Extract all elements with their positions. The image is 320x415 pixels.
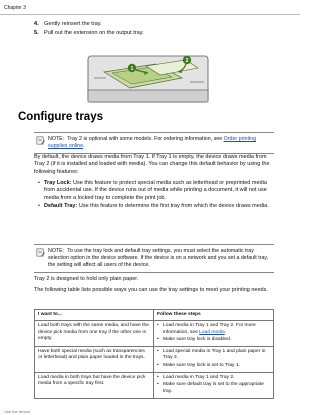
step-number: 5.	[34, 30, 39, 36]
feature-term: Default Tray:	[44, 203, 78, 209]
table-cell: Load both trays with the same media, and have the device pick media from one tray if the other one is empty.	[35, 321, 154, 347]
list-item: • Load special media in Tray 1 and plain paper in Tray 2.	[157, 349, 270, 362]
note-text: Tray 2 is optional with some models. For ordering information, see	[67, 136, 223, 142]
table-row	[35, 373, 274, 399]
list-item: • Default Tray: Use this feature to determine the first tray from which the device draws media.	[38, 203, 269, 209]
note-icon	[36, 136, 45, 145]
printer-tray-illustration	[86, 42, 210, 106]
table-intro-paragraph: The following table lists possible ways you can use the tray settings to meet your printing needs.	[34, 287, 268, 293]
table-cell	[154, 347, 274, 373]
step-number: 4.	[34, 21, 39, 27]
note-box	[34, 244, 274, 273]
steps-list	[34, 20, 274, 38]
table-cell: Load media in both trays but have the device pick media from a specific tray first.	[35, 373, 154, 399]
list-item: • Make sure default tray is set to the appropriate tray.	[157, 382, 270, 395]
list-item: • Load media in Tray 1 and Tray 2. For more information, see Load media.	[157, 323, 270, 336]
table-header-row	[35, 310, 274, 321]
step-item	[34, 29, 274, 38]
column-header: I want to...	[35, 310, 154, 321]
table-row	[35, 321, 274, 347]
table-cell: Have both special media (such as transparencies or letterhead) and plain paper loaded in the trays.	[35, 347, 154, 373]
feature-term: Tray Lock:	[44, 180, 72, 186]
note-text: To use the tray lock and default tray settings, you must select the automatic tray selection option in the device software. If the device is on a network and you set a default tray, the setting will affect all users of the device.	[48, 248, 269, 268]
step-item	[34, 20, 274, 29]
svg-text:2: 2	[185, 57, 189, 64]
svg-text:1: 1	[130, 65, 134, 72]
order-supplies-link[interactable]: Order printing supplies online	[48, 136, 257, 149]
list-item: • Make sure tray lock is disabled.	[157, 337, 270, 343]
callout-1	[128, 64, 136, 72]
note-label: NOTE:	[48, 248, 65, 254]
table-row	[35, 347, 274, 373]
load-media-link[interactable]: Load media	[199, 329, 225, 335]
feature-text: Use this feature to determine the first tray from which the device draws media.	[78, 203, 269, 209]
list-item: • Make sure tray lock is set to Tray 1.	[157, 363, 270, 369]
note-box: NOTE: Tray 2 is optional with some models. For ordering information, see Order printing supplies online.	[34, 132, 274, 154]
chapter-header: Chapter 3	[4, 5, 26, 11]
note-icon	[36, 248, 45, 257]
section-title: Configure trays	[18, 111, 103, 123]
table-cell	[154, 321, 274, 347]
tray-settings-table	[34, 309, 274, 399]
callout-2	[183, 56, 191, 64]
table-cell	[154, 373, 274, 399]
header-divider	[0, 14, 300, 15]
list-item: • Load media in Tray 1 and Tray 2.	[157, 375, 270, 381]
column-header: Follow these steps	[154, 310, 274, 321]
step-text: Gently reinsert the tray.	[44, 21, 102, 27]
page-footer: Use the device	[4, 409, 31, 414]
tray2-paragraph: Tray 2 is designed to hold only plain paper.	[34, 276, 139, 282]
step-text: Pull out the extension on the output tray.	[44, 30, 144, 36]
feature-text: Use this feature to protect special media such as letterhead or preprinted media from accidental use. If the device runs out of media while printing a document, it will not use media from a locked tray to complete the print job.	[44, 180, 267, 201]
note-label: NOTE:	[48, 136, 65, 142]
intro-paragraph: By default, the device draws media from Tray 1. If Tray 1 is empty, the device draws media from Tray 2 (if it is installed and loaded with media). You can change this default behavior by using the following features:	[34, 154, 270, 175]
list-item: • Tray Lock: Use this feature to protect special media such as letterhead or preprinted media from accidental use. If the device runs out of media while printing a document, it will not use media from a locked tray to complete the print job.	[38, 180, 267, 201]
